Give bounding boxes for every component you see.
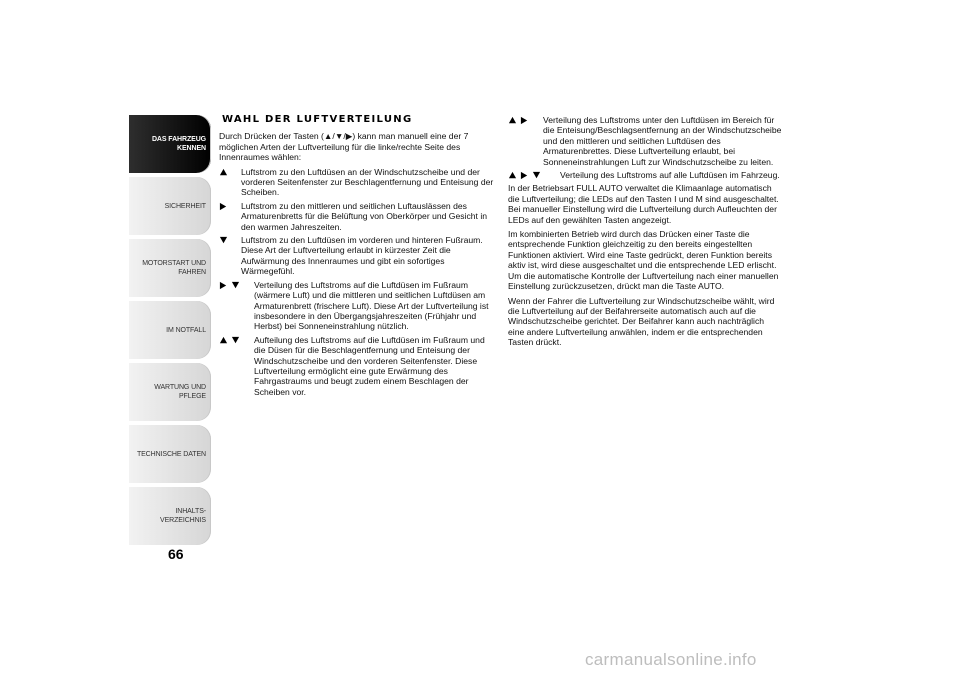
list-item: [219, 280, 494, 332]
tab-das-fahrzeug-kennen[interactable]: DAS FAHRZEUG KENNEN: [129, 115, 211, 173]
section-heading: WAHL DER LUFTVERTEILUNG: [222, 114, 413, 125]
triangle-up-icon: [508, 116, 517, 125]
list-item-text: Luftstrom zu den Luftdüsen im vorderen und hinteren Fußraum. Diese Art der Luftverteilung erlaubt in kürzester Zeit die Aufwärmung des Innenraumes und gibt ein sofortiges Wärmegefühl.: [241, 235, 483, 277]
mode-icons: [508, 170, 560, 180]
triangle-up-icon: [508, 171, 517, 180]
list-item-text: Verteilung des Luftstroms auf die Luftdüsen im Fußraum (wärmere Luft) und die mittleren und seitlichen Luftdüsen am Armaturenbrett (frischere Luft). Diese Art der Luftverteilung ist insbesondere in den Übergangsjahreszeiten (Frühjahr und Herbst) bei Sonneneinstrahlung nützlich.: [254, 279, 489, 332]
list-item: [219, 335, 494, 397]
triangle-right-icon: [520, 116, 529, 125]
tab-motorstart-und-fahren[interactable]: MOTORSTART UND FAHREN: [129, 239, 211, 297]
intro-paragraph: Durch Drücken der Tasten (▲/▼/▶) kann man manuell eine der 7 möglichen Arten der Luftverteilung für die linke/rechte Seite des Innenraumes wählen:: [219, 131, 469, 163]
list-item: [219, 235, 494, 277]
triangle-down-icon: [231, 281, 240, 290]
mode-icons: [219, 201, 241, 232]
list-item-text: Luftstrom zu den Luftdüsen an der Windschutzscheibe und der vorderen Seitenfenster zur Beschlagentfernung und Enteisung der Scheiben.: [241, 166, 494, 198]
mode-icons: [219, 235, 241, 277]
list-item: [219, 201, 494, 232]
watermark: carmanualsonline.info: [585, 650, 757, 669]
triangle-down-icon: [231, 336, 240, 345]
mode-icons: [508, 115, 543, 167]
list-item-text: Verteilung des Luftstroms auf alle Luftdüsen im Fahrzeug.: [560, 170, 780, 181]
triangle-down-icon: [219, 236, 228, 245]
right-column: [508, 115, 782, 352]
air-distribution-list-continued: [508, 115, 782, 180]
page-number: 66: [168, 546, 184, 562]
list-item: [508, 115, 782, 167]
mode-icons: [219, 335, 254, 397]
mode-icons: [219, 167, 241, 198]
list-item: [219, 167, 494, 198]
tab-wartung-und-pflege[interactable]: WARTUNG UND PFLEGE: [129, 363, 211, 421]
mode-icons: [219, 280, 254, 332]
triangle-up-icon: [219, 168, 228, 177]
paragraph-driver-windscreen: Wenn der Fahrer die Luftverteilung zur Windschutzscheibe wählt, wird die Luftverteilung auf der Beifahrerseite automatisch auch auf die Windschutzscheibe gerichtet. Der Beifahrer kann auch nachträglich eine andere Luftverteilung anwählen, indem er die entsprechenden Tasten drückt.: [508, 295, 775, 348]
triangle-down-icon: [532, 171, 541, 180]
tab-sicherheit[interactable]: SICHERHEIT: [129, 177, 211, 235]
triangle-up-icon: [219, 336, 228, 345]
triangle-right-icon: [219, 202, 228, 211]
air-distribution-list: [219, 167, 494, 398]
triangle-right-icon: [219, 281, 228, 290]
list-item-text: Aufteilung des Luftstroms auf die Luftdüsen im Fußraum und die Düsen für die Beschlagentfernung und Enteisung der Windschutzscheibe und den vorderen Seitenfenster. Diese Luftverteilung ermöglicht eine gute Erwärmung des Fahrgastraums und beugt zudem einem Beschlagen der Scheiben vor.: [254, 334, 485, 397]
left-column: [219, 115, 494, 400]
tab-inhaltsverzeichnis[interactable]: INHALTS- VERZEICHNIS: [129, 487, 211, 545]
list-item-text: Luftstrom zu den mittleren und seitlichen Luftauslässen des Armaturenbretts für die Belüftung von Oberkörper und Gesicht in den warmen Jahreszeiten.: [241, 200, 488, 232]
tab-im-notfall[interactable]: IM NOTFALL: [129, 301, 211, 359]
list-item-text: Verteilung des Luftstroms unter den Luftdüsen im Bereich für die Enteisung/Beschlagsentfernung an der Windschutzscheibe und den mittleren und seitlichen Luftdüsen des Armaturenbrettes. Diese Luftverteilung erlaubt, bei Sonneneinstrahlungen Luft zur Windschutzscheibe zu leiten.: [543, 115, 782, 167]
paragraph-full-auto: In der Betriebsart FULL AUTO verwaltet die Klimaanlage automatisch die Luftverteilung; die LEDs auf den Tasten I und M sind ausgeschaltet. Bei manueller Einstellung wird die Luftverteilung durch Aufleuchten der LEDs auf den gewählten Tasten angezeigt.: [508, 183, 779, 225]
paragraph-combined-mode: Im kombinierten Betrieb wird durch das Drücken einer Taste die entsprechende Funktion gleichzeitig zu den bereits eingestellten Funktionen aktiviert. Wird eine Taste gedrückt, deren Funktion bereits aktiv ist, wird diese ausgeschaltet und die entsprechende LED erlischt. Um die automatische Kontrolle der Luftverteilung nach einer manuellen Einstellung zurückzusetzen, drückt man die Taste AUTO.: [508, 229, 779, 292]
tab-technische-daten[interactable]: TECHNISCHE DATEN: [129, 425, 211, 483]
triangle-right-icon: [520, 171, 529, 180]
list-item: [508, 170, 782, 180]
